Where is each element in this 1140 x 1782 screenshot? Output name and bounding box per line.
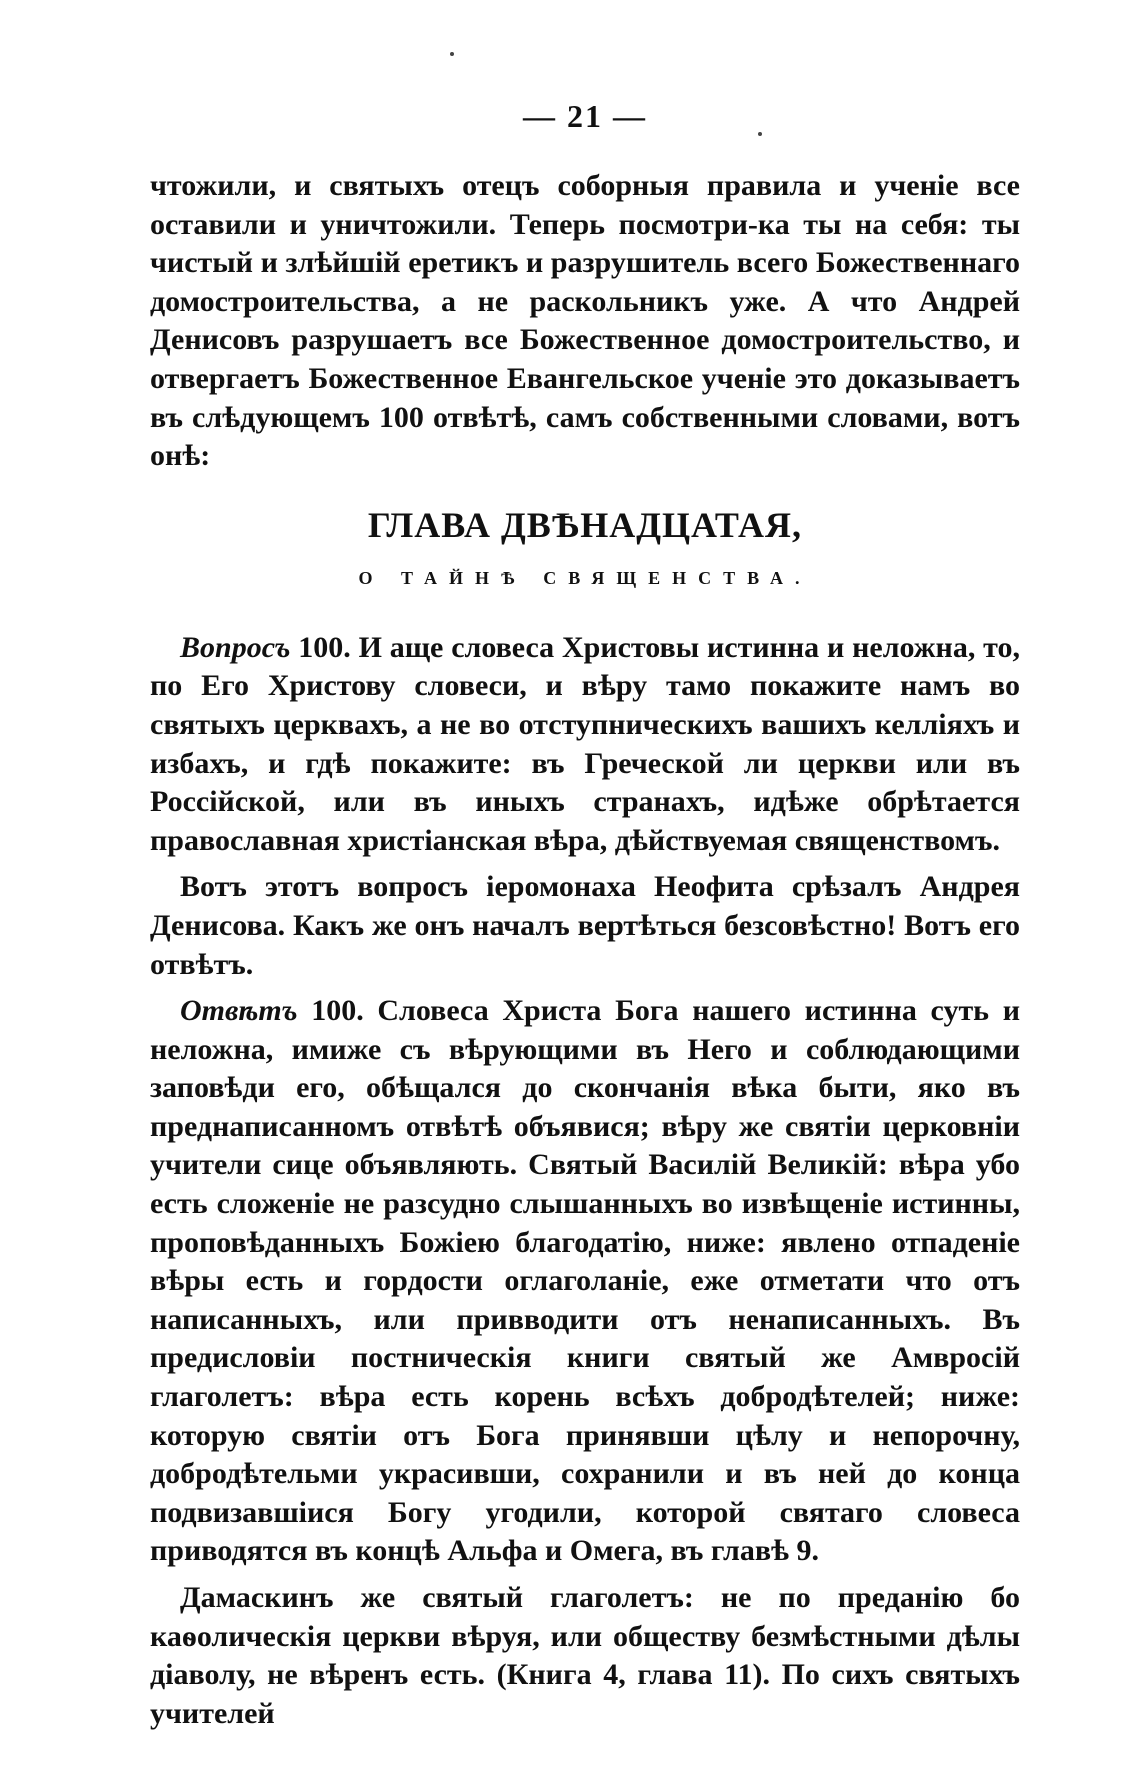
question-lead: Вопросъ xyxy=(180,630,291,664)
paragraph-continuation: чтожили, и святыхъ отецъ соборныя правила и ученіе все оставили и уничтожили. Теперь посмотри-ка ты на себя: ты чистый и злѣйшій еретикъ и разрушитель всего Божественнаго домостроительства, а не раскольникъ уже. А что Андрей Денисовъ разрушаетъ все Божественное домостроительство, и отвергаетъ Божественное Евангельское ученіе это доказываетъ въ слѣдующемъ 100 отвѣтѣ, самъ собственными словами, вотъ онѣ: xyxy=(150,169,1020,473)
book-page xyxy=(150,98,1020,1733)
page-number: — 21 — xyxy=(523,98,647,134)
answer-text: 100. Словеса Христа Бога нашего истинна суть и неложна, имиже съ вѣрующими въ Него и соблюдающими заповѣди его, обѣщался до скончанія вѣка быти, яко въ преднаписанномъ отвѣтѣ объявися; вѣру же святіи церковніи учители сице объявляють. Святый Василій Великій: вѣра убо есть сложеніе не разсудно слышанныхъ во извѣщеніе истинны, проповѣданныхъ Божіею благодатію, ниже: явлено отпаденіе вѣры есть и гордости оглаголаніе, еже отметати что отъ написанныхъ, или привводити отъ ненаписанныхъ. Въ предисловіи постническія книги святый же Амвросій глаголетъ: вѣра есть корень всѣхъ добродѣтелей; ниже: которую святіи отъ Бога принявши цѣлу и непорочну, добродѣтельми украсивши, сохранили и въ ней до конца подвизавшіися Богу угодили, которой святаго словеса приводятся въ концѣ Альфа и Омега, въ главѣ 9. xyxy=(150,994,1020,1568)
comment-paragraph: Вотъ этотъ вопросъ іеромонаха Неофита срѣзалъ Андрея Денисова. Какъ же онъ началъ вертѣться безсовѣстно! Вотъ его отвѣтъ. xyxy=(150,870,1020,981)
scan-speck xyxy=(758,132,762,136)
answer-lead: Отвѣтъ xyxy=(180,994,298,1028)
question-text: 100. И аще словеса Христовы истинна и неложна, то, по Его Христову словеси, и вѣру тамо покажите намъ во святыхъ церквахъ, а не во отступническихъ вашихъ келліяхъ и избахъ, и гдѣ покажите: въ Греческой ли церкви или въ Россійской, или въ иныхъ странахъ, идѣже обрѣтается православная христіанская вѣра, дѣйствуемая священствомъ. xyxy=(150,630,1020,857)
final-paragraph: Дамаскинъ же святый глаголетъ: не по преданію бо каѳолическія церкви вѣруя, или обществу безмѣстными дѣлы діаволу, не вѣренъ есть. (Книга 4, глава 11). По сихъ святыхъ учителей xyxy=(150,1581,1020,1730)
scan-speck xyxy=(450,52,454,56)
chapter-title: ГЛАВА ДВѢНАДЦАТАЯ, xyxy=(367,504,803,545)
chapter-subtitle: О ТАЙНѢ СВЯЩЕНСТВА. xyxy=(358,567,812,588)
answer-paragraph xyxy=(150,992,1020,1571)
question-paragraph xyxy=(150,629,1020,861)
